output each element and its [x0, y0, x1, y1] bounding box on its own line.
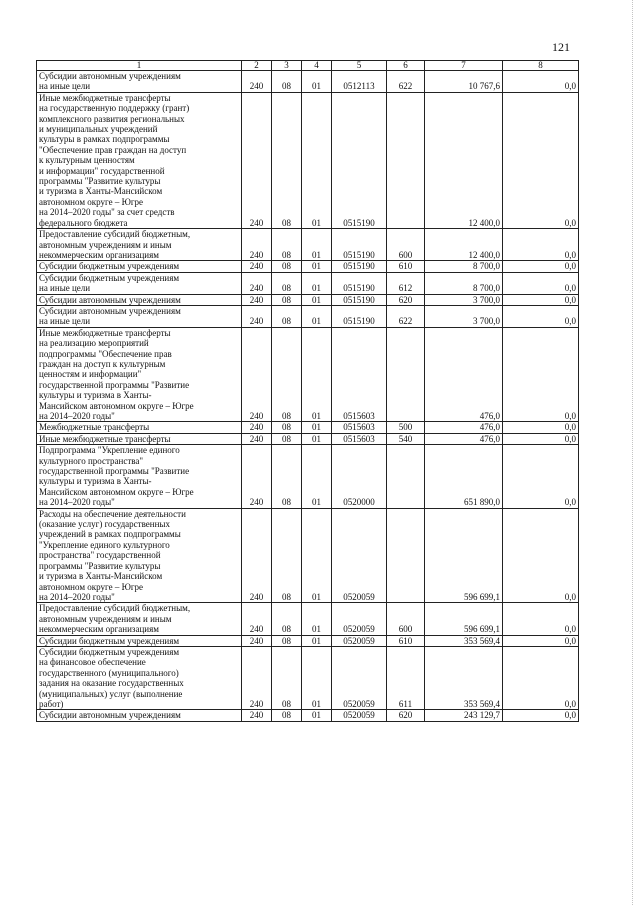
amount: 596 699,1 — [425, 508, 503, 603]
section-code: 08 — [272, 508, 302, 603]
amount: 12 400,0 — [425, 92, 503, 228]
target-article-code: 0520059 — [332, 635, 387, 646]
row-description: Расходы на обеспечение деятельности (оказание услуг) государственных учреждений в рамках подпрограммы "Укрепление единого культурного пространства" государственной программы "Развитие культуры и туризма в Ханты-Мансийском автономном округе – Югре на 2014–2020 годы" — [37, 508, 242, 603]
section-code: 08 — [272, 261, 302, 272]
expense-type-code — [387, 508, 425, 603]
ministry-code: 240 — [242, 261, 272, 272]
row-description: Подпрограмма "Укрепление единого культурного пространства" государственной программы "Развитие культуры и туризма в Ханты- Мансийском автономном округе – Югре на 2014–2020 годы" — [37, 445, 242, 508]
amount-secondary: 0,0 — [503, 294, 579, 305]
table-row — [37, 229, 579, 261]
column-header: 4 — [302, 61, 332, 71]
section-code: 08 — [272, 433, 302, 444]
amount-secondary: 0,0 — [503, 92, 579, 228]
subsection-code: 01 — [302, 229, 332, 261]
target-article-code: 0512113 — [332, 71, 387, 93]
column-number-row — [37, 61, 579, 71]
row-description: Субсидии автономным учреждениям — [37, 294, 242, 305]
amount-secondary: 0,0 — [503, 508, 579, 603]
subsection-code: 01 — [302, 422, 332, 433]
subsection-code: 01 — [302, 635, 332, 646]
target-article-code: 0515603 — [332, 433, 387, 444]
row-description: Предоставление субсидий бюджетным, автономным учреждениям и иным некоммерческим организациям — [37, 603, 242, 635]
section-code: 08 — [272, 603, 302, 635]
amount-secondary: 0,0 — [503, 229, 579, 261]
subsection-code: 01 — [302, 261, 332, 272]
subsection-code: 01 — [302, 71, 332, 93]
column-header: 7 — [425, 61, 503, 71]
amount: 353 569,4 — [425, 635, 503, 646]
target-article-code: 0515190 — [332, 272, 387, 294]
amount-secondary: 0,0 — [503, 646, 579, 709]
table-row — [37, 635, 579, 646]
amount-secondary: 0,0 — [503, 261, 579, 272]
target-article-code: 0515190 — [332, 92, 387, 228]
amount-secondary: 0,0 — [503, 635, 579, 646]
expense-type-code: 622 — [387, 71, 425, 93]
ministry-code: 240 — [242, 71, 272, 93]
amount-secondary: 0,0 — [503, 422, 579, 433]
section-code: 08 — [272, 445, 302, 508]
subsection-code: 01 — [302, 272, 332, 294]
section-code: 08 — [272, 327, 302, 422]
table-row — [37, 710, 579, 721]
row-description: Субсидии бюджетным учреждениям — [37, 261, 242, 272]
table-row — [37, 261, 579, 272]
row-description: Субсидии автономным учреждениям на иные цели — [37, 71, 242, 93]
table-body — [37, 71, 579, 722]
expense-type-code: 610 — [387, 635, 425, 646]
target-article-code: 0515190 — [332, 261, 387, 272]
amount-secondary: 0,0 — [503, 603, 579, 635]
row-description: Субсидии автономным учреждениям — [37, 710, 242, 721]
table-row — [37, 92, 579, 228]
expense-type-code: 610 — [387, 261, 425, 272]
section-code: 08 — [272, 294, 302, 305]
amount: 476,0 — [425, 433, 503, 444]
expense-type-code: 600 — [387, 229, 425, 261]
section-code: 08 — [272, 229, 302, 261]
row-description: Субсидии бюджетным учреждениям — [37, 635, 242, 646]
column-header: 3 — [272, 61, 302, 71]
section-code: 08 — [272, 710, 302, 721]
amount: 243 129,7 — [425, 710, 503, 721]
ministry-code: 240 — [242, 229, 272, 261]
target-article-code: 0520059 — [332, 646, 387, 709]
subsection-code: 01 — [302, 445, 332, 508]
row-description: Субсидии бюджетным учреждениям на иные цели — [37, 272, 242, 294]
column-header: 2 — [242, 61, 272, 71]
budget-table — [36, 60, 579, 722]
table-row — [37, 433, 579, 444]
amount-secondary: 0,0 — [503, 445, 579, 508]
subsection-code: 01 — [302, 710, 332, 721]
table-row — [37, 603, 579, 635]
amount-secondary: 0,0 — [503, 305, 579, 327]
ministry-code: 240 — [242, 445, 272, 508]
amount-secondary: 0,0 — [503, 272, 579, 294]
expense-type-code: 622 — [387, 305, 425, 327]
expense-type-code: 540 — [387, 433, 425, 444]
amount: 12 400,0 — [425, 229, 503, 261]
table-row — [37, 294, 579, 305]
ministry-code: 240 — [242, 433, 272, 444]
subsection-code: 01 — [302, 92, 332, 228]
target-article-code: 0515190 — [332, 229, 387, 261]
subsection-code: 01 — [302, 294, 332, 305]
column-header: 5 — [332, 61, 387, 71]
ministry-code: 240 — [242, 508, 272, 603]
expense-type-code — [387, 92, 425, 228]
amount: 8 700,0 — [425, 261, 503, 272]
amount: 8 700,0 — [425, 272, 503, 294]
target-article-code: 0515603 — [332, 422, 387, 433]
target-article-code: 0520000 — [332, 445, 387, 508]
column-header: 6 — [387, 61, 425, 71]
row-description: Иные межбюджетные трансферты — [37, 433, 242, 444]
subsection-code: 01 — [302, 305, 332, 327]
amount: 10 767,6 — [425, 71, 503, 93]
table-row — [37, 272, 579, 294]
row-description: Субсидии автономным учреждениям на иные цели — [37, 305, 242, 327]
amount: 651 890,0 — [425, 445, 503, 508]
ministry-code: 240 — [242, 294, 272, 305]
expense-type-code: 620 — [387, 294, 425, 305]
subsection-code: 01 — [302, 603, 332, 635]
row-description: Предоставление субсидий бюджетным, автономным учреждениям и иным некоммерческим организациям — [37, 229, 242, 261]
amount: 476,0 — [425, 327, 503, 422]
table-row — [37, 71, 579, 93]
ministry-code: 240 — [242, 603, 272, 635]
column-header: 1 — [37, 61, 242, 71]
target-article-code: 0515190 — [332, 305, 387, 327]
row-description: Межбюджетные трансферты — [37, 422, 242, 433]
row-description: Иные межбюджетные трансферты на реализацию мероприятий подпрограммы "Обеспечение прав граждан на доступ к культурным ценностям и информации" государственной программы "Развитие культуры и туризма в Ханты- Мансийском автономном округе – Югре на 2014–2020 годы" — [37, 327, 242, 422]
target-article-code: 0515603 — [332, 327, 387, 422]
expense-type-code — [387, 327, 425, 422]
section-code: 08 — [272, 422, 302, 433]
ministry-code: 240 — [242, 327, 272, 422]
expense-type-code: 612 — [387, 272, 425, 294]
target-article-code: 0515190 — [332, 294, 387, 305]
section-code: 08 — [272, 305, 302, 327]
expense-type-code — [387, 445, 425, 508]
table-header — [37, 61, 579, 71]
subsection-code: 01 — [302, 327, 332, 422]
ministry-code: 240 — [242, 635, 272, 646]
subsection-code: 01 — [302, 646, 332, 709]
row-description: Иные межбюджетные трансферты на государственную поддержку (грант) комплексного развития региональных и муниципальных учреждений культуры в рамках подпрограммы "Обеспечение прав граждан на доступ к культурным ценностям и информации" государственной программы "Развитие культуры и туризма в Ханты-Мансийском автономном округе – Югре на 2014–2020 годы" за счет средств федерального бюджета — [37, 92, 242, 228]
section-code: 08 — [272, 92, 302, 228]
table-row — [37, 646, 579, 709]
table-row — [37, 445, 579, 508]
expense-type-code: 600 — [387, 603, 425, 635]
page-edge-mark — [632, 0, 637, 905]
amount-secondary: 0,0 — [503, 327, 579, 422]
expense-type-code: 500 — [387, 422, 425, 433]
amount: 3 700,0 — [425, 305, 503, 327]
target-article-code: 0520059 — [332, 508, 387, 603]
ministry-code: 240 — [242, 305, 272, 327]
amount-secondary: 0,0 — [503, 710, 579, 721]
section-code: 08 — [272, 272, 302, 294]
expense-type-code: 611 — [387, 646, 425, 709]
amount-secondary: 0,0 — [503, 433, 579, 444]
subsection-code: 01 — [302, 508, 332, 603]
subsection-code: 01 — [302, 433, 332, 444]
ministry-code: 240 — [242, 422, 272, 433]
ministry-code: 240 — [242, 646, 272, 709]
expense-type-code: 620 — [387, 710, 425, 721]
table-row — [37, 327, 579, 422]
amount: 3 700,0 — [425, 294, 503, 305]
table-row — [37, 305, 579, 327]
target-article-code: 0520059 — [332, 603, 387, 635]
table-row — [37, 508, 579, 603]
section-code: 08 — [272, 646, 302, 709]
row-description: Субсидии бюджетным учреждениям на финансовое обеспечение государственного (муниципального) задания на оказание государственных (муниципальных) услуг (выполнение работ) — [37, 646, 242, 709]
ministry-code: 240 — [242, 710, 272, 721]
section-code: 08 — [272, 71, 302, 93]
section-code: 08 — [272, 635, 302, 646]
amount: 596 699,1 — [425, 603, 503, 635]
table-row — [37, 422, 579, 433]
amount: 476,0 — [425, 422, 503, 433]
page-number: 121 — [552, 40, 570, 54]
amount-secondary: 0,0 — [503, 71, 579, 93]
target-article-code: 0520059 — [332, 710, 387, 721]
amount: 353 569,4 — [425, 646, 503, 709]
ministry-code: 240 — [242, 272, 272, 294]
ministry-code: 240 — [242, 92, 272, 228]
column-header: 8 — [503, 61, 579, 71]
